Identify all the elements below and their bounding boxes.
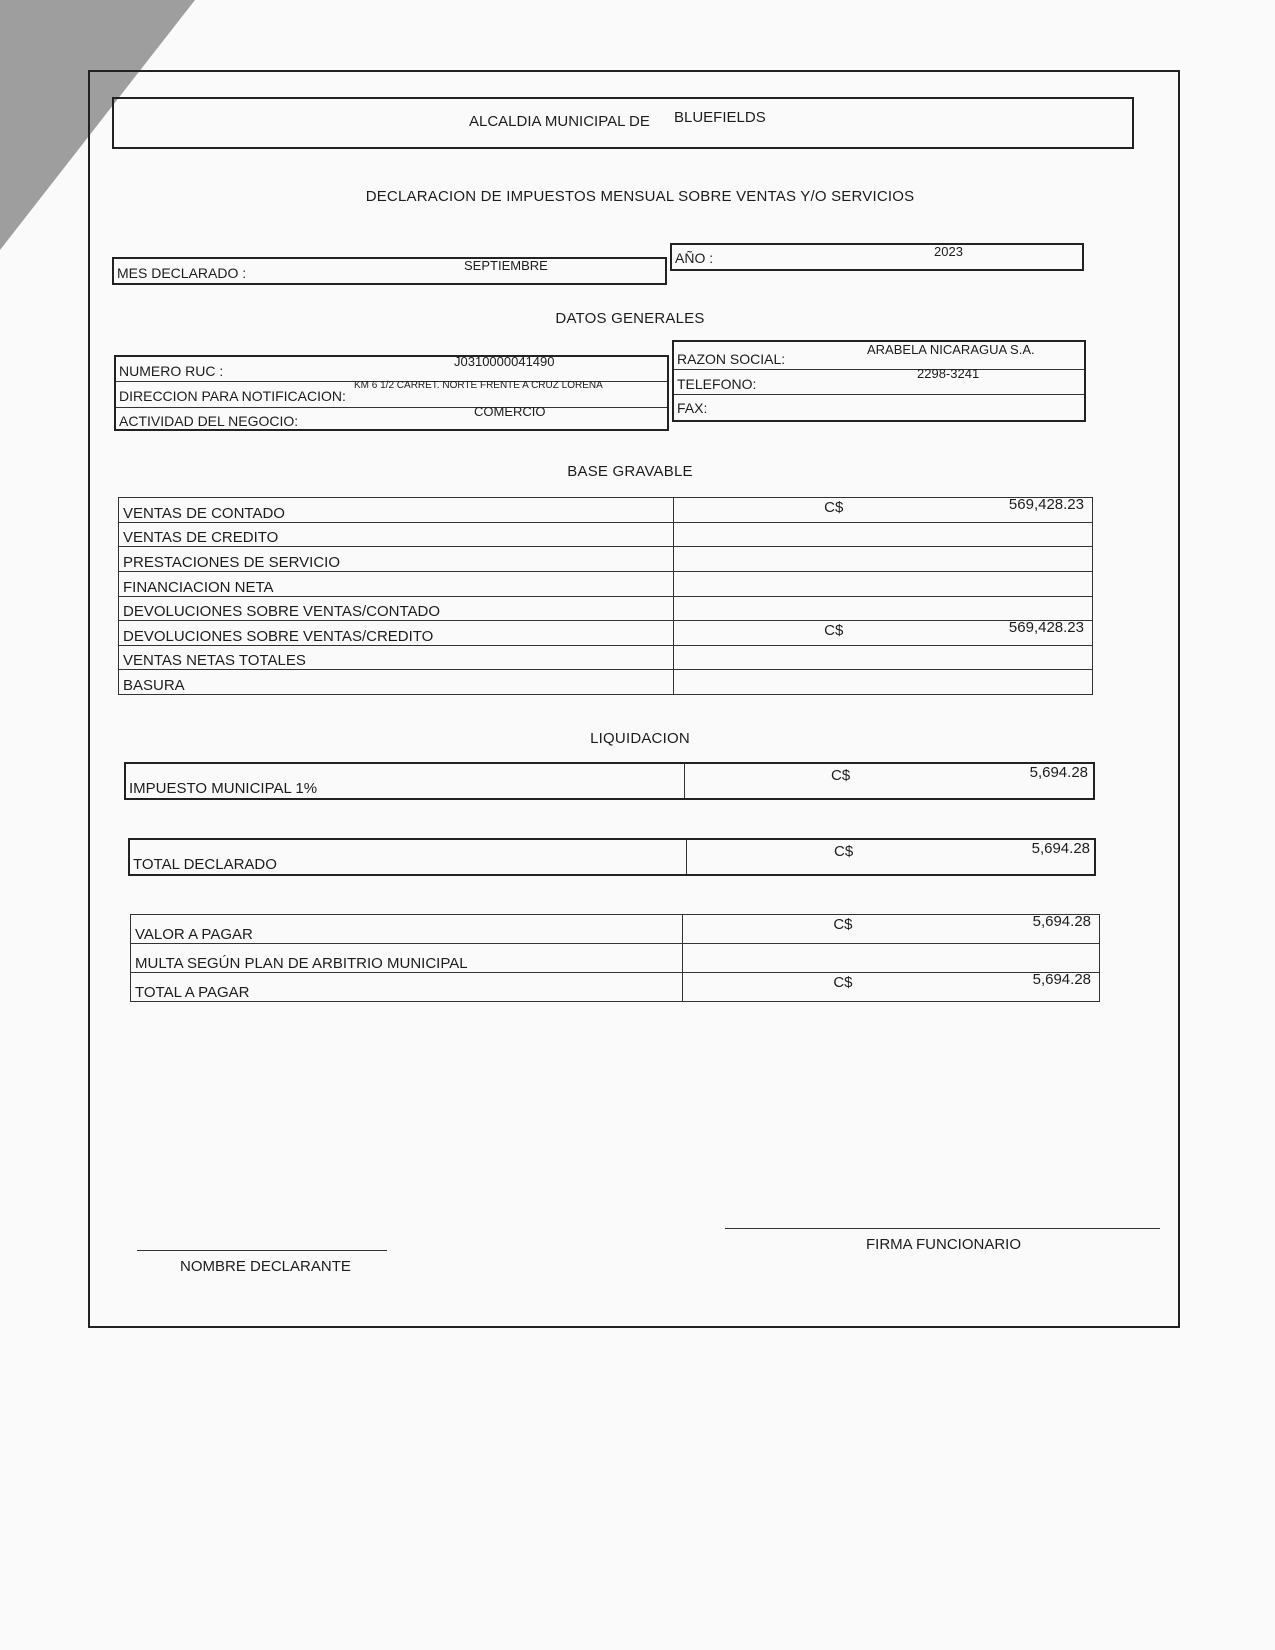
- tax-base-row-amount-cell: [674, 670, 1093, 695]
- municipality-banner: [112, 97, 1134, 149]
- general-left-box: [114, 355, 669, 431]
- payment-row: [131, 973, 1100, 1002]
- total-declared-currency: C$: [834, 843, 854, 860]
- month-box: [112, 257, 667, 285]
- tax-base-row-label: DEVOLUCIONES SOBRE VENTAS/CONTADO: [119, 596, 674, 621]
- tax-base-row-currency: C$: [824, 622, 844, 640]
- tax-base-row: [119, 571, 1093, 596]
- month-value: SEPTIEMBRE: [464, 258, 548, 273]
- declarant-signature-line: [137, 1250, 387, 1251]
- payment-row-amount-cell: [683, 915, 1100, 944]
- tax-base-row-amount-cell: [674, 547, 1093, 572]
- tax-base-row-label: VENTAS DE CONTADO: [119, 498, 674, 523]
- payment-row: [131, 915, 1100, 944]
- tax-base-row-label: FINANCIACION NETA: [119, 571, 674, 596]
- column-divider: [686, 840, 687, 874]
- liquidation-section-title: LIQUIDACION: [590, 730, 690, 747]
- municipal-tax-label: IMPUESTO MUNICIPAL 1%: [129, 780, 318, 797]
- tax-base-row-label: DEVOLUCIONES SOBRE VENTAS/CREDITO: [119, 621, 674, 646]
- payment-row-label: VALOR A PAGAR: [131, 915, 683, 944]
- phone-label: TELEFONO:: [677, 376, 757, 392]
- year-value: 2023: [934, 244, 963, 259]
- year-box: [670, 243, 1084, 271]
- tax-base-row-amount-cell: [674, 621, 1093, 646]
- official-signature-label: FIRMA FUNCIONARIO: [866, 1236, 1022, 1253]
- month-label: MES DECLARADO :: [117, 265, 247, 281]
- municipality-label: ALCALDIA MUNICIPAL DE: [469, 113, 650, 130]
- address-label: DIRECCION PARA NOTIFICACION:: [119, 388, 346, 404]
- document-title: DECLARACION DE IMPUESTOS MENSUAL SOBRE VENTAS Y/O SERVICIOS: [365, 188, 915, 205]
- tax-base-row: [119, 621, 1093, 646]
- payment-row-amount-cell: [683, 973, 1100, 1002]
- company-label: RAZON SOCIAL:: [677, 351, 786, 367]
- tax-base-row: [119, 645, 1093, 670]
- declarant-name-label: NOMBRE DECLARANTE: [180, 1258, 351, 1275]
- tax-base-row: [119, 498, 1093, 523]
- payment-grid: [130, 914, 1100, 1002]
- municipal-tax-amount: 5,694.28: [1029, 764, 1088, 781]
- official-signature-line: [725, 1228, 1160, 1229]
- payment-row-currency: C$: [833, 974, 853, 991]
- row-divider: [674, 394, 1084, 395]
- tax-base-row-label: VENTAS DE CREDITO: [119, 522, 674, 547]
- general-section-title: DATOS GENERALES: [555, 310, 705, 327]
- municipal-tax-currency: C$: [831, 767, 851, 784]
- tax-base-row: [119, 596, 1093, 621]
- tax-base-row-label: BASURA: [119, 670, 674, 695]
- row-divider: [674, 369, 1084, 370]
- tax-base-row-amount-cell: [674, 645, 1093, 670]
- tax-base-row-amount-cell: [674, 571, 1093, 596]
- tax-base-row-amount: 569,428.23: [1008, 619, 1084, 637]
- tax-base-row-label: PRESTACIONES DE SERVICIO: [119, 547, 674, 572]
- tax-base-row-amount-cell: [674, 498, 1093, 523]
- activity-value: COMERCIO: [474, 404, 546, 419]
- payment-row-amount: 5,694.28: [1032, 971, 1091, 988]
- payment-row: [131, 944, 1100, 973]
- payment-row-currency: C$: [833, 916, 853, 933]
- fax-label: FAX:: [677, 400, 708, 416]
- payment-row-label: MULTA SEGÚN PLAN DE ARBITRIO MUNICIPAL: [131, 944, 683, 973]
- base-section-title: BASE GRAVABLE: [567, 463, 693, 480]
- column-divider: [684, 764, 685, 798]
- company-value: ARABELA NICARAGUA S.A.: [867, 342, 1035, 357]
- payment-table: [130, 914, 1100, 1002]
- tax-base-table: [118, 497, 1093, 695]
- tax-base-row-amount: 569,428.23: [1008, 496, 1084, 513]
- municipality-name: BLUEFIELDS: [674, 109, 766, 126]
- tax-base-grid: [118, 497, 1093, 695]
- municipal-tax-box: [124, 762, 1095, 800]
- total-declared-box: [128, 838, 1096, 876]
- ruc-label: NUMERO RUC :: [119, 363, 224, 379]
- row-divider: [116, 407, 667, 408]
- tax-base-row-amount-cell: [674, 596, 1093, 621]
- payment-row-label: TOTAL A PAGAR: [131, 973, 683, 1002]
- total-declared-label: TOTAL DECLARADO: [133, 856, 277, 873]
- tax-base-row: [119, 670, 1093, 695]
- tax-base-row-amount-cell: [674, 522, 1093, 547]
- tax-base-row-label: VENTAS NETAS TOTALES: [119, 645, 674, 670]
- tax-base-row: [119, 522, 1093, 547]
- general-right-box: [672, 340, 1086, 422]
- year-label: AÑO :: [675, 250, 714, 266]
- payment-row-amount-cell: [683, 944, 1100, 973]
- tax-base-row-currency: C$: [824, 499, 844, 516]
- total-declared-amount: 5,694.28: [1031, 840, 1090, 857]
- address-value: KM 6 1/2 CARRET. NORTE FRENTE A CRUZ LORENA: [354, 380, 603, 391]
- ruc-value: J0310000041490: [454, 354, 555, 369]
- phone-value: 2298-3241: [917, 366, 980, 381]
- payment-row-amount: 5,694.28: [1032, 913, 1091, 930]
- activity-label: ACTIVIDAD DEL NEGOCIO:: [119, 413, 299, 429]
- tax-base-row: [119, 547, 1093, 572]
